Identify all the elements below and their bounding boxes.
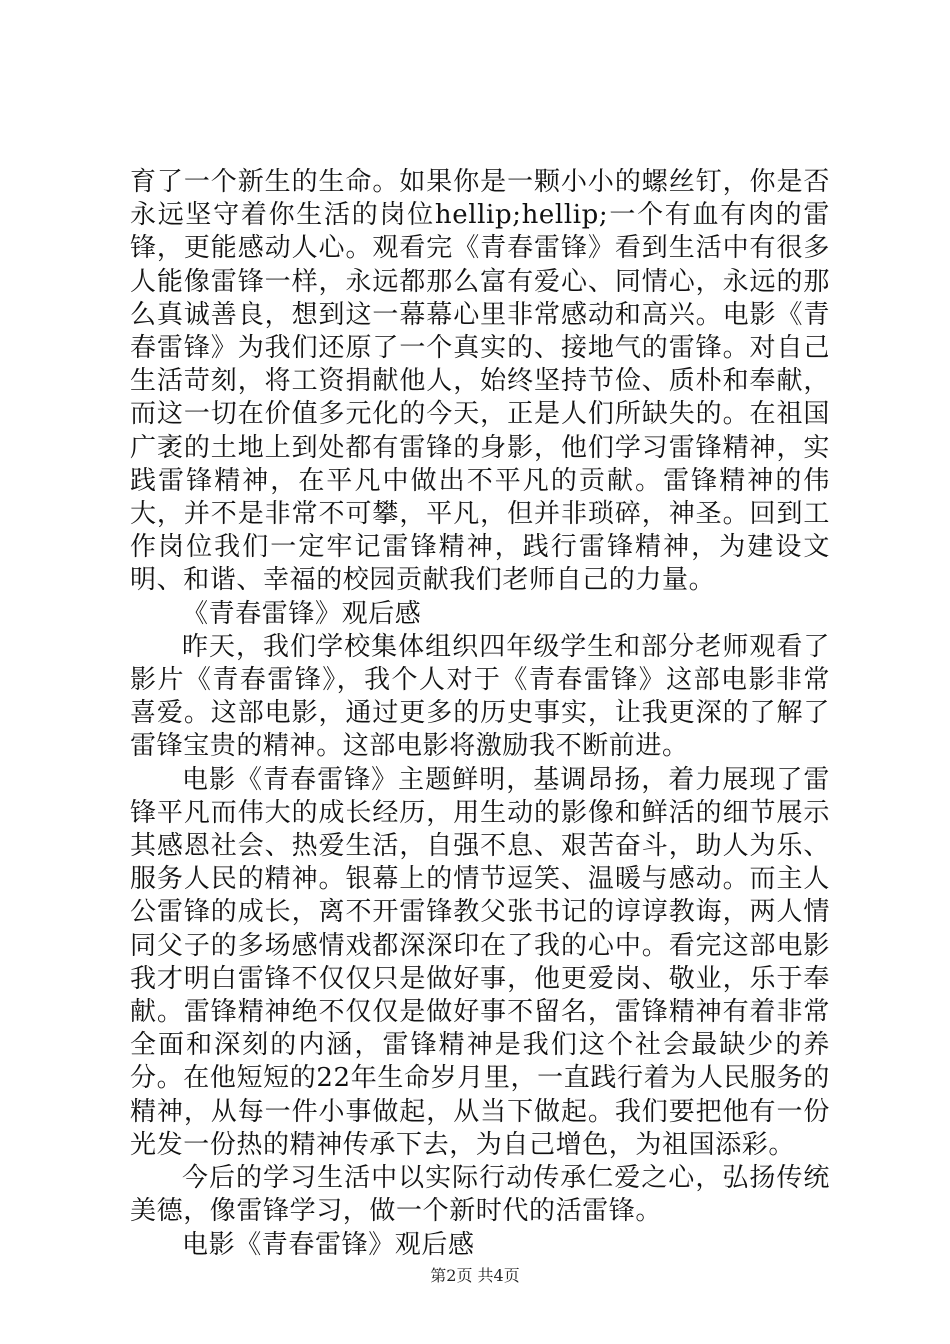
paragraph-intro: 昨天，我们学校集体组织四年级学生和部分老师观看了影片《青春雷锋》，我个人对于《青春雷锋》这部电影非常喜爱。这部电影，通过更多的历史事实，让我更深的了解了雷锋宝贵的精神。这部电影将激励我不断前进。 (130, 631, 830, 762)
page-number-footer: 第2页 共4页 (430, 1266, 520, 1285)
section-heading-next: 电影《青春雷锋》观后感 (182, 1229, 475, 1260)
paragraph-continuation: 育了一个新生的生命。如果你是一颗小小的螺丝钉，你是否永远坚守着你生活的岗位hellip;hellip;一个有血有肉的雷锋，更能感动人心。观看完《青春雷锋》看到生活中有很多人能像雷锋一样，永远都那么富有爱心、同情心，永远的那么真诚善良，想到这一幕幕心里非常感动和高兴。电影《青春雷锋》为我们还原了一个真实的、接地气的雷锋。对自己生活苛刻，将工资捐献他人，始终坚持节俭、质朴和奉献，而这一切在价值多元化的今天，正是人们所缺失的。在祖国广袤的土地上到处都有雷锋的身影，他们学习雷锋精神，实践雷锋精神，在平凡中做出不平凡的贡献。雷锋精神的伟大，并不是非常不可攀，平凡，但并非琐碎，神圣。回到工作岗位我们一定牢记雷锋精神，践行雷锋精神，为建设文明、和谐、幸福的校园贡献我们老师自己的力量。 (130, 167, 830, 596)
paragraph-main: 电影《青春雷锋》主题鲜明，基调昂扬，着力展现了雷锋平凡而伟大的成长经历，用生动的影像和鲜活的细节展示其感恩社会、热爱生活，自强不息、艰苦奋斗，助人为乐、服务人民的精神。银幕上的情节逗笑、温暖与感动。而主人公雷锋的成长，离不开雷锋教父张书记的谆谆教诲，两人情同父子的多场感情戏都深深印在了我的心中。看完这部电影我才明白雷锋不仅仅只是做好事，他更爱岗、敬业，乐于奉献。雷锋精神绝不仅仅是做好事不留名，雷锋精神有着非常全面和深刻的内涵，雷锋精神是我们这个社会最缺少的养分。在他短短的22年生命岁月里，一直践行着为人民服务的精神，从每一件小事做起，从当下做起。我们要把他有一份光发一份热的精神传承下去，为自己增色，为祖国添彩。 (130, 764, 830, 1160)
section-heading-review: 《青春雷锋》观后感 (182, 598, 422, 629)
document-body (130, 166, 830, 1262)
paragraph-closing: 今后的学习生活中以实际行动传承仁爱之心，弘扬传统美德，像雷锋学习，做一个新时代的活雷锋。 (130, 1163, 830, 1227)
